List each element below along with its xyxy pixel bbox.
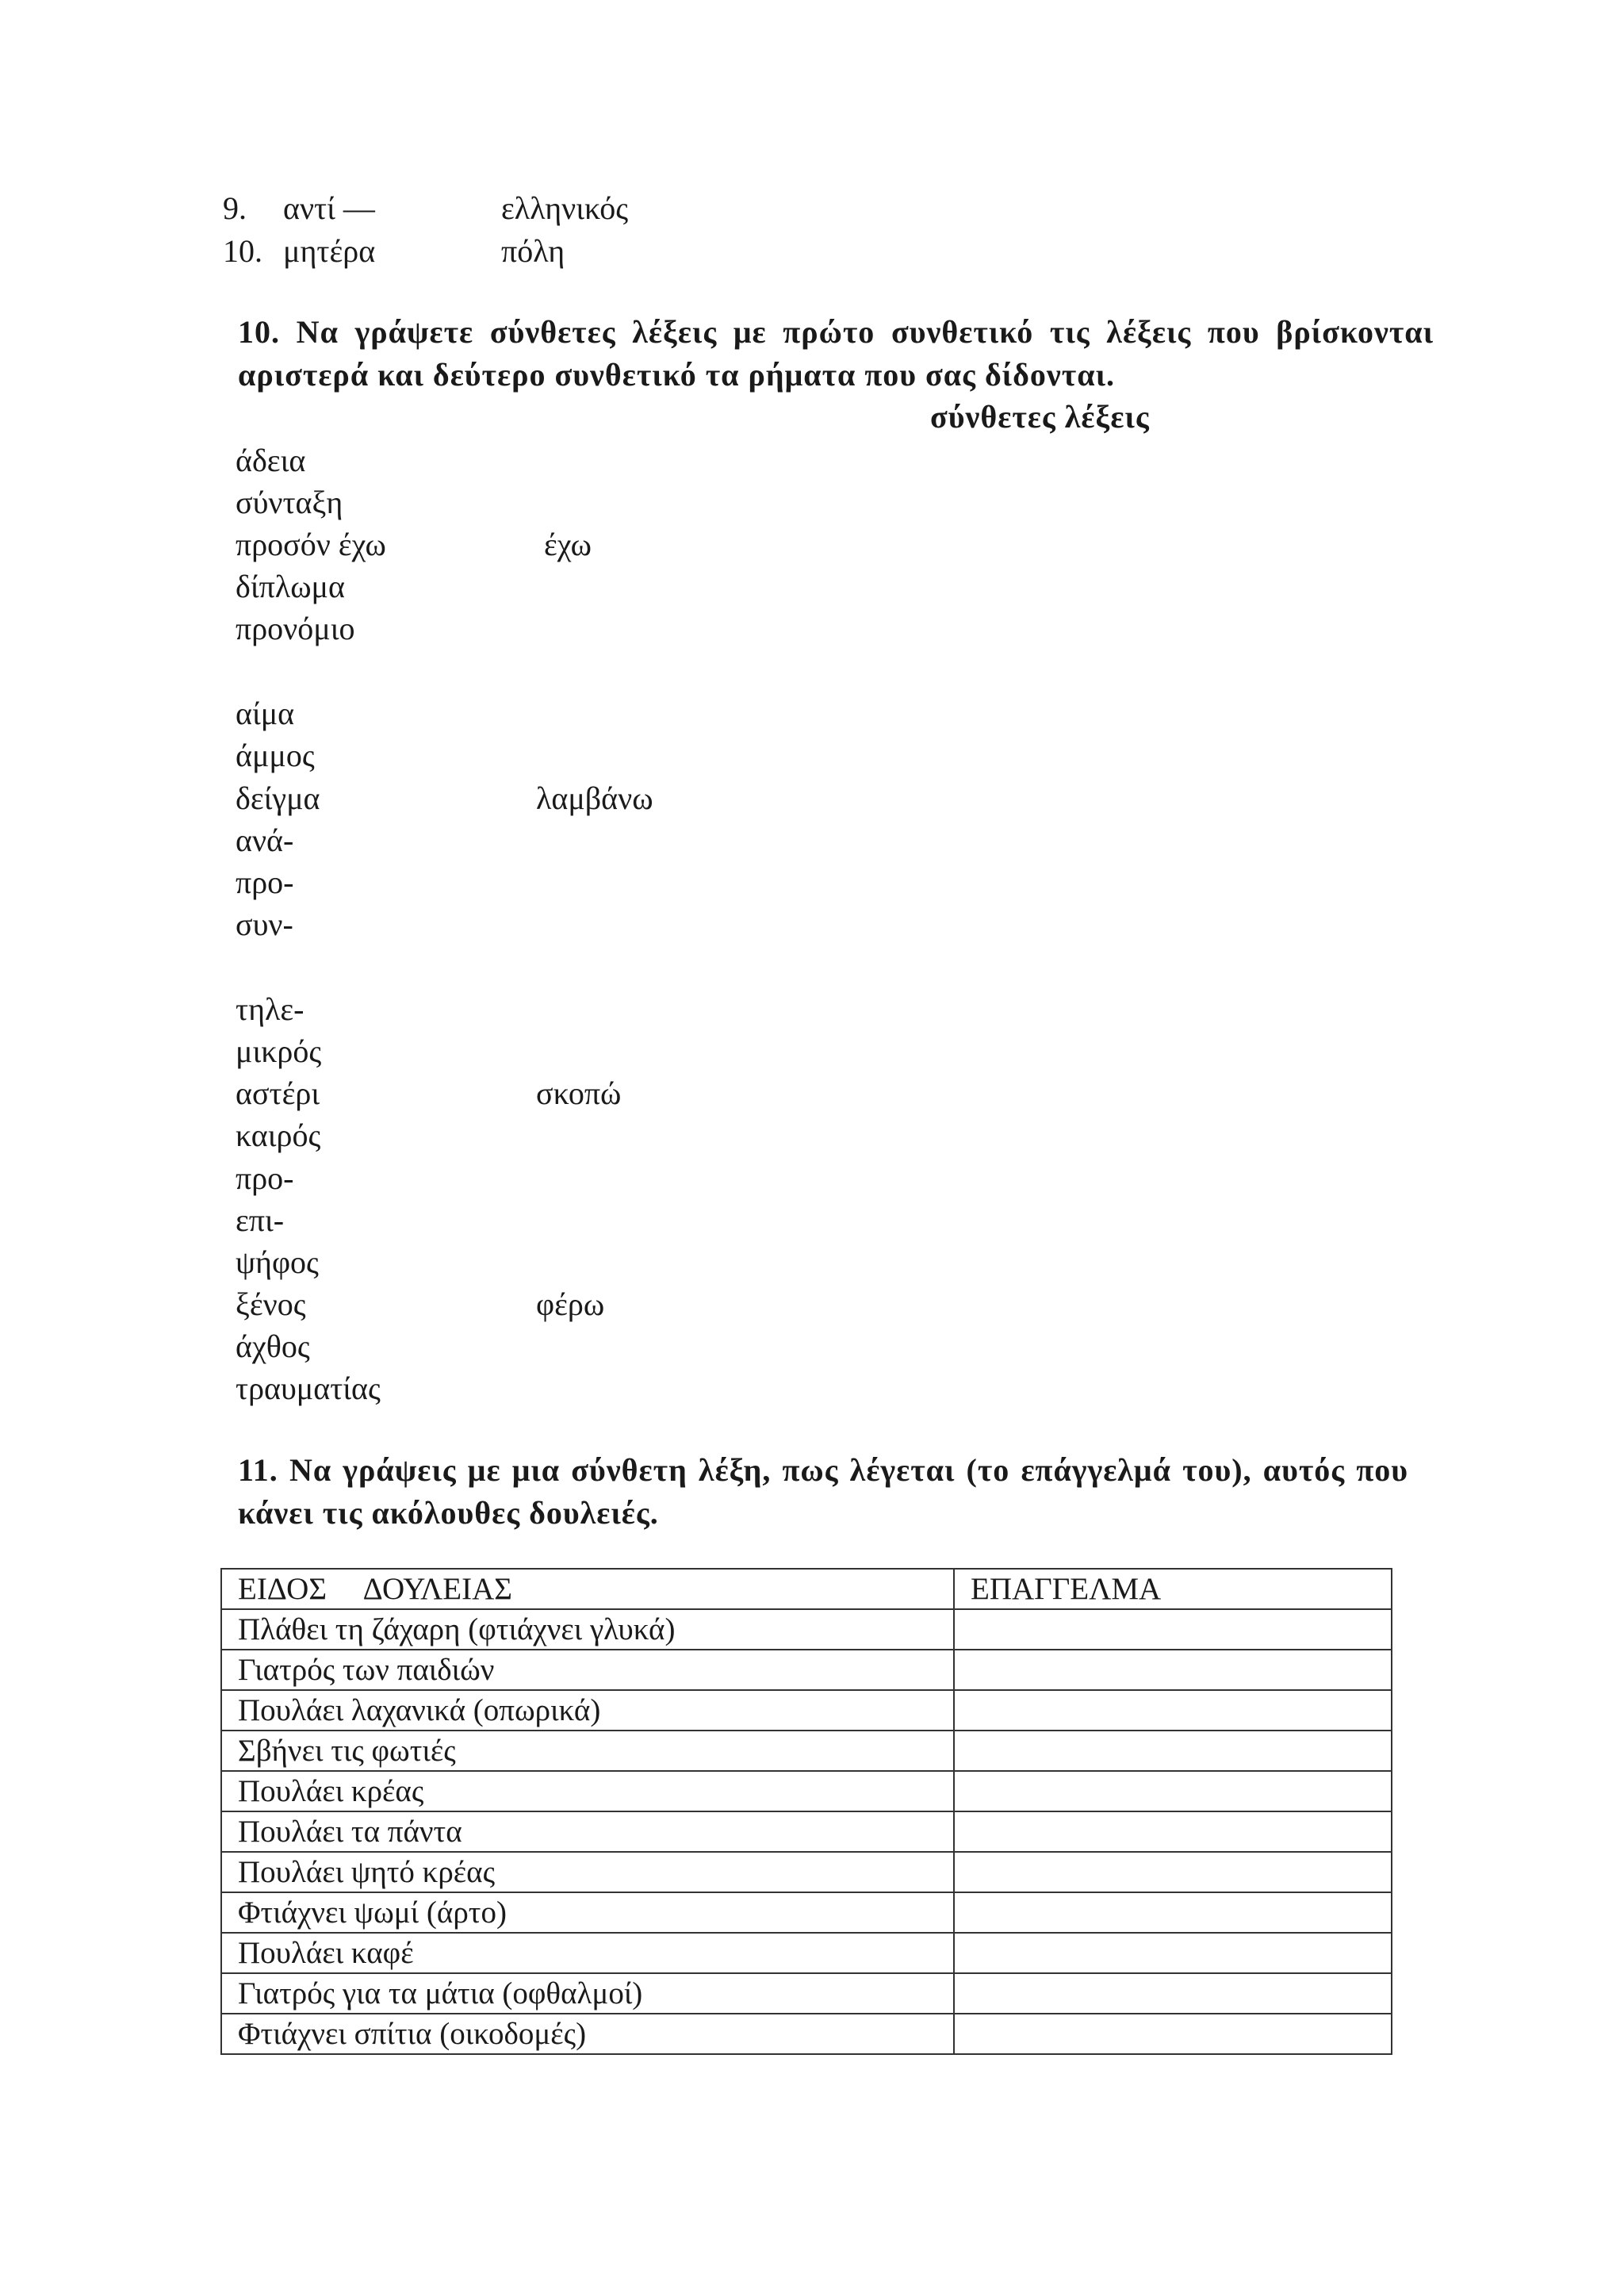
profession-answer-cell[interactable] [954, 1650, 1392, 1690]
table-row [221, 2014, 1392, 2054]
table-row [221, 1771, 1392, 1811]
table-header-profession: ΕΠΑΓΓΕΛΜΑ [954, 1569, 1392, 1609]
job-description: Πουλάει ψητό κρέας [221, 1852, 954, 1892]
verb-label: λαμβάνω [536, 780, 653, 816]
word-item: ξένος [236, 1286, 306, 1322]
word-item: τηλε- [236, 991, 304, 1027]
profession-answer-cell[interactable] [954, 1973, 1392, 2014]
profession-answer-cell[interactable] [954, 2014, 1392, 2054]
table-row [221, 1609, 1392, 1650]
table-row [221, 1933, 1392, 1973]
list-item-number: 10. [223, 233, 262, 269]
table-row [221, 1973, 1392, 2014]
job-description: Σβήνει τις φωτιές [221, 1731, 954, 1771]
word-item: μικρός [236, 1033, 322, 1069]
verb-label: σκοπώ [536, 1075, 622, 1111]
table-row [221, 1892, 1392, 1933]
word-item: άμμος [236, 738, 315, 773]
word-item: άδεια [236, 443, 306, 478]
table-row [221, 1690, 1392, 1731]
profession-answer-cell[interactable] [954, 1690, 1392, 1731]
word-item: άχθος [236, 1328, 310, 1364]
profession-answer-cell[interactable] [954, 1811, 1392, 1852]
word-item: προνόμιο [236, 611, 355, 646]
job-description: Φτιάχνει ψωμί (άρτο) [221, 1892, 954, 1933]
job-description: Πλάθει τη ζάχαρη (φτιάχνει γλυκά) [221, 1609, 954, 1650]
word-item: αίμα [236, 696, 295, 731]
verb-label: έχω [544, 527, 592, 562]
table-row [221, 1650, 1392, 1690]
job-description: Γιατρός των παιδιών [221, 1650, 954, 1690]
verb-label: φέρω [536, 1286, 605, 1322]
job-description: Γιατρός για τα μάτια (οφθαλμοί) [221, 1973, 954, 2014]
word-item: αστέρι [236, 1075, 320, 1111]
word-item: σύνταξη [236, 485, 343, 520]
word-item: τραυματίας [236, 1370, 381, 1406]
job-description: Φτιάχνει σπίτια (οικοδομές) [221, 2014, 954, 2054]
table-header-row [221, 1569, 1392, 1609]
word-item: επι- [236, 1202, 285, 1238]
list-item-left: αντί — [283, 190, 375, 226]
profession-answer-cell[interactable] [954, 1609, 1392, 1650]
word-item: δίπλωμα [236, 569, 345, 604]
profession-answer-cell[interactable] [954, 1892, 1392, 1933]
word-item: προ- [236, 1160, 294, 1196]
job-description: Πουλάει τα πάντα [221, 1811, 954, 1852]
word-item: καιρός [236, 1117, 321, 1153]
table-header-job: ΕΙΔΟΣ ΔΟΥΛΕΙΑΣ [221, 1569, 954, 1609]
profession-answer-cell[interactable] [954, 1852, 1392, 1892]
profession-answer-cell[interactable] [954, 1771, 1392, 1811]
exercise-11-heading: 11. Να γράψεις με μια σύνθετη λέξη, πως λέγεται (το επάγγελμά του), αυτός που κάνει τις ακόλουθες δουλειές. [238, 1452, 1408, 1531]
profession-answer-cell[interactable] [954, 1933, 1392, 1973]
table-row [221, 1731, 1392, 1771]
word-item: ψήφος [236, 1244, 319, 1280]
exercise-10-heading: 10. Να γράψετε σύνθετες λέξεις με πρώτο συνθετικό τις λέξεις που βρίσκονται αριστερά και δεύτερο συνθετικό τα ρήματα που σας δίδονται. [238, 314, 1434, 393]
job-description: Πουλάει λαχανικά (οπωρικά) [221, 1690, 954, 1731]
list-item-number: 9. [223, 190, 247, 226]
word-item: προ- [236, 864, 294, 900]
table-row [221, 1811, 1392, 1852]
compound-words-label: σύνθετες λέξεις [930, 399, 1150, 435]
word-item: συν- [236, 907, 293, 942]
list-item-right: πόλη [501, 233, 565, 269]
word-item: δείγμα [236, 780, 320, 816]
jobs-table [220, 1568, 1392, 2055]
job-description: Πουλάει καφέ [221, 1933, 954, 1973]
word-item: προσόν έχω [236, 527, 386, 562]
job-description: Πουλάει κρέας [221, 1771, 954, 1811]
list-item-right: ελληνικός [501, 190, 629, 226]
word-item: ανά- [236, 822, 294, 858]
table-row [221, 1852, 1392, 1892]
list-item-left: μητέρα [283, 233, 376, 269]
profession-answer-cell[interactable] [954, 1731, 1392, 1771]
